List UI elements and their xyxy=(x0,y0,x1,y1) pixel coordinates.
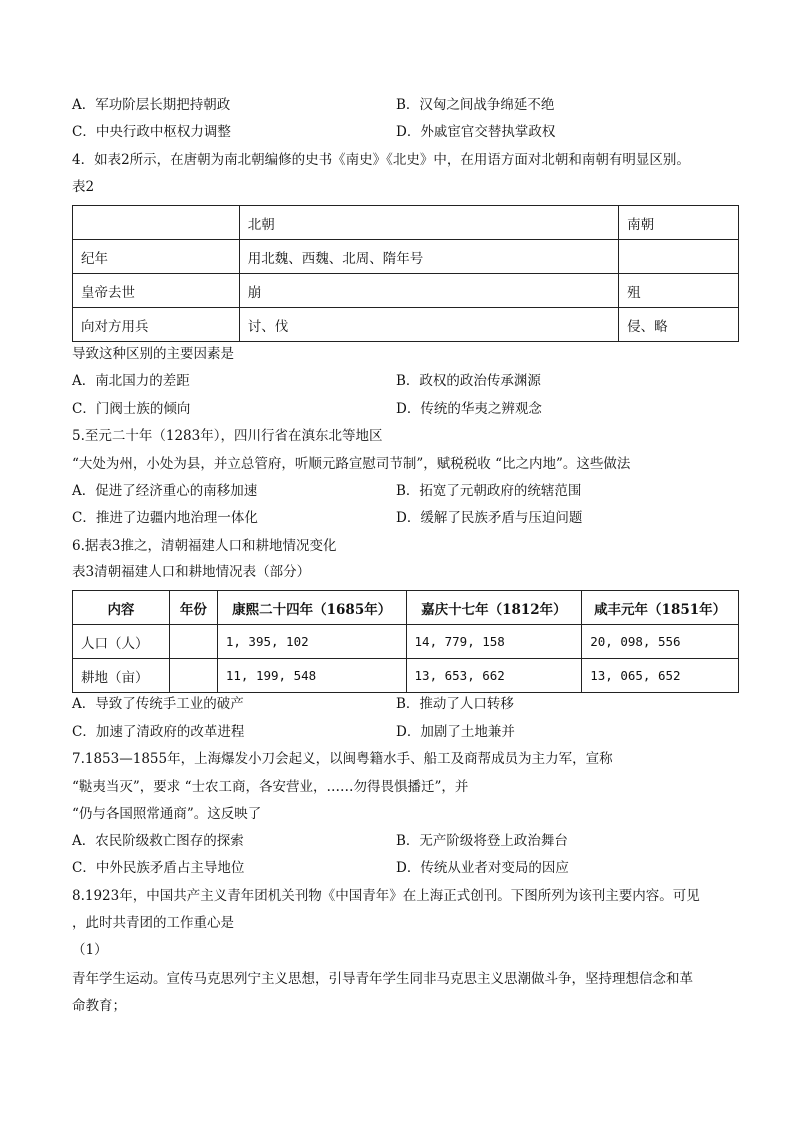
table-header-row xyxy=(73,206,739,240)
q5-option-a: A．促进了经济重心的南移加速 xyxy=(72,483,258,499)
q4-option-c: C．门阀士族的倾向 xyxy=(72,401,191,417)
table-header-cell: 年份 xyxy=(169,591,217,625)
table-row xyxy=(73,274,739,308)
q4-option-d: D．传统的华夷之辨观念 xyxy=(396,401,542,417)
q4-option-a: A．南北国力的差距 xyxy=(72,373,190,389)
q8-item-number: （1） xyxy=(72,942,108,958)
table-header-cell: 康熙二十四年（1685年） xyxy=(217,591,406,625)
table-header-cell: 咸丰元年（1851年） xyxy=(582,591,739,625)
table-2 xyxy=(72,205,739,342)
table-header-cell: 嘉庆十七年（1812年） xyxy=(406,591,582,625)
table-row xyxy=(73,308,739,342)
table-row xyxy=(73,240,739,274)
table-3 xyxy=(72,590,739,693)
q6-stem: 6.据表3推之，清朝福建人口和耕地情况变化 xyxy=(72,538,337,554)
q7-option-b: B．无产阶级将登上政治舞台 xyxy=(396,833,568,849)
q7-option-a: A．农民阶级救亡图存的探索 xyxy=(72,833,244,849)
table-cell: 1, 395, 102 xyxy=(217,625,406,659)
table-cell: 侵、略 xyxy=(619,308,739,342)
q8-stem-line-1: 8.1923年，中国共产主义青年团机关刊物《中国青年》在上海正式创刊。下图所列为该刊主要内容。可见 xyxy=(72,888,700,904)
q5-option-d: D．缓解了民族矛盾与压迫问题 xyxy=(396,510,583,526)
table-cell: 11, 199, 548 xyxy=(217,659,406,693)
table-cell xyxy=(169,625,217,659)
table-cell: 向对方用兵 xyxy=(73,308,240,342)
q8-item-text-line-1: 青年学生运动。宣传马克思列宁主义思想，引导青年学生同非马克思主义思潮做斗争，坚持理想信念和革 xyxy=(72,971,693,987)
q7-stem-line-1: 7.1853—1855年，上海爆发小刀会起义，以闽粤籍水手、船工及商帮成员为主力军，宣称 xyxy=(72,751,613,767)
q3-option-b: B．汉匈之间战争绵延不绝 xyxy=(396,97,555,113)
q8-item-text-line-2: 命教育； xyxy=(72,998,126,1014)
q6-option-c: C．加速了清政府的改革进程 xyxy=(72,724,245,740)
q5-option-b: B．拓宽了元朝政府的统辖范围 xyxy=(396,483,582,499)
q7-option-c: C．中外民族矛盾占主导地位 xyxy=(72,860,245,876)
q3-option-a: A．军功阶层长期把持朝政 xyxy=(72,97,231,113)
table-header-cell: 北朝 xyxy=(239,206,618,240)
q8-stem-line-2: ，此时共青团的工作重心是 xyxy=(72,915,234,931)
table-cell: 用北魏、西魏、北周、隋年号 xyxy=(239,240,618,274)
q4-stem: 4．如表2所示，在唐朝为南北朝编修的史书《南史》《北史》中，在用语方面对北朝和南朝有明显区别。 xyxy=(72,152,690,168)
table-cell: 13, 653, 662 xyxy=(406,659,582,693)
table-cell: 人口（人） xyxy=(73,625,170,659)
table-cell: 皇帝去世 xyxy=(73,274,240,308)
q3-option-d: D．外戚宦官交替执掌政权 xyxy=(396,124,556,140)
table-row xyxy=(73,625,739,659)
q4-table-caption: 表2 xyxy=(72,179,95,195)
table-header-cell: 内容 xyxy=(73,591,170,625)
q7-stem-line-3: “仍与各国照常通商”。这反映了 xyxy=(72,806,262,822)
table-cell: 纪年 xyxy=(73,240,240,274)
q3-option-c: C．中央行政中枢权力调整 xyxy=(72,124,231,140)
q4-question: 导致这种区别的主要因素是 xyxy=(72,346,234,362)
table-cell xyxy=(169,659,217,693)
table-row xyxy=(73,659,739,693)
q6-option-b: B．推动了人口转移 xyxy=(396,696,514,712)
table-cell: 殂 xyxy=(619,274,739,308)
table-cell xyxy=(619,240,739,274)
table-cell: 崩 xyxy=(239,274,618,308)
q6-table-caption: 表3清朝福建人口和耕地情况表（部分） xyxy=(72,564,311,580)
q6-option-d: D．加剧了土地兼并 xyxy=(396,724,515,740)
q4-option-b: B．政权的政治传承渊源 xyxy=(396,373,541,389)
table-header-cell: 南朝 xyxy=(619,206,739,240)
q7-option-d: D．传统从业者对变局的因应 xyxy=(396,860,569,876)
table-cell: 14, 779, 158 xyxy=(406,625,582,659)
q5-option-c: C．推进了边疆内地治理一体化 xyxy=(72,510,258,526)
table-cell: 13, 065, 652 xyxy=(582,659,739,693)
q7-stem-line-2: “鞑夷当灭”，要求 “士农工商，各安营业，……勿得畏惧播迁”，并 xyxy=(72,779,469,795)
q5-stem-line-2: “大处为州，小处为县，并立总管府，听顺元路宣慰司节制”，赋税税收 “比之内地”。这些做法 xyxy=(72,456,631,472)
table-header-cell xyxy=(73,206,240,240)
q5-stem-line-1: 5.至元二十年（1283年），四川行省在滇东北等地区 xyxy=(72,428,383,444)
table-cell: 讨、伐 xyxy=(239,308,618,342)
table-header-row xyxy=(73,591,739,625)
table-cell: 耕地（亩） xyxy=(73,659,170,693)
table-cell: 20, 098, 556 xyxy=(582,625,739,659)
q6-option-a: A．导致了传统手工业的破产 xyxy=(72,696,244,712)
